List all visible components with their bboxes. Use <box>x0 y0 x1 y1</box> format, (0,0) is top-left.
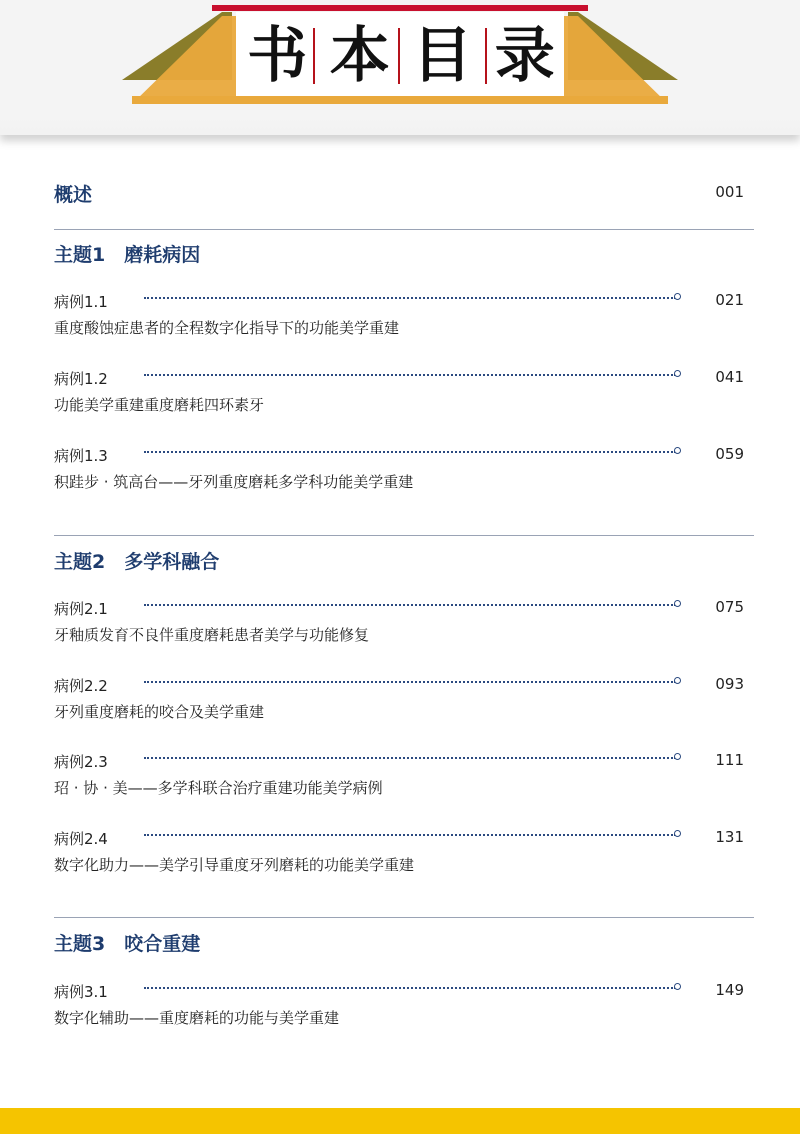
case-label: 病例1.3 <box>54 447 108 465</box>
section-divider <box>54 535 754 536</box>
dot-leader <box>144 757 676 759</box>
case-title: 数字化助力——美学引导重度牙列磨耗的功能美学重建 <box>54 856 415 874</box>
case-label: 病例2.2 <box>54 677 108 695</box>
page-number: 041 <box>715 368 744 386</box>
case-label: 病例3.1 <box>54 983 108 1001</box>
page-number: 075 <box>715 598 744 616</box>
dot-leader <box>144 604 676 606</box>
page-number: 093 <box>715 675 744 693</box>
leader-end-circle <box>674 370 681 377</box>
dot-leader <box>144 451 676 453</box>
dot-leader <box>144 297 676 299</box>
leader-end-circle <box>674 677 681 684</box>
case-label: 病例2.1 <box>54 600 108 618</box>
dot-leader <box>144 681 676 683</box>
case-label: 病例2.4 <box>54 830 108 848</box>
case-title: 玿 · 协 · 美——多学科联合治疗重建功能美学病例 <box>54 779 383 797</box>
bottom-color-strip <box>0 1108 800 1134</box>
case-title: 牙列重度磨耗的咬合及美学重建 <box>54 703 265 721</box>
page-number: 021 <box>715 291 744 309</box>
topic-title: 主题3 咬合重建 <box>54 933 201 955</box>
case-title: 功能美学重建重度磨耗四环素牙 <box>54 396 265 414</box>
leader-end-circle <box>674 983 681 990</box>
dot-leader <box>144 374 676 376</box>
case-label: 病例1.2 <box>54 370 108 388</box>
case-title: 重度酸蚀症患者的全程数字化指导下的功能美学重建 <box>54 319 400 337</box>
topic-title: 主题1 磨耗病因 <box>54 244 201 266</box>
case-label: 病例1.1 <box>54 293 108 311</box>
page-number: 059 <box>715 445 744 463</box>
header-banner <box>0 0 800 135</box>
title-char: 本 <box>329 21 390 91</box>
case-title: 积跬步 · 筑高台——牙列重度磨耗多学科功能美学重建 <box>54 473 414 491</box>
page-number: 131 <box>715 828 744 846</box>
case-label: 病例2.3 <box>54 753 108 771</box>
case-title: 牙釉质发育不良伴重度磨耗患者美学与功能修复 <box>54 626 370 644</box>
title-char: 录 <box>494 21 555 91</box>
page-number: 111 <box>715 751 744 769</box>
title-char: 书 <box>247 21 308 91</box>
dot-leader <box>144 834 676 836</box>
section-divider <box>54 229 754 230</box>
section-divider <box>54 917 754 918</box>
dot-leader <box>144 987 676 989</box>
leader-end-circle <box>674 447 681 454</box>
page-title <box>236 18 566 94</box>
leader-end-circle <box>674 830 681 837</box>
leader-end-circle <box>674 600 681 607</box>
overview-title: 概述 <box>54 184 93 206</box>
leader-end-circle <box>674 293 681 300</box>
page-number: 149 <box>715 981 744 999</box>
case-title: 数字化辅助——重度磨耗的功能与美学重建 <box>54 1009 340 1027</box>
page-number: 001 <box>715 183 744 201</box>
topic-title: 主题2 多学科融合 <box>54 551 220 573</box>
leader-end-circle <box>674 753 681 760</box>
title-char: 目 <box>412 21 473 91</box>
